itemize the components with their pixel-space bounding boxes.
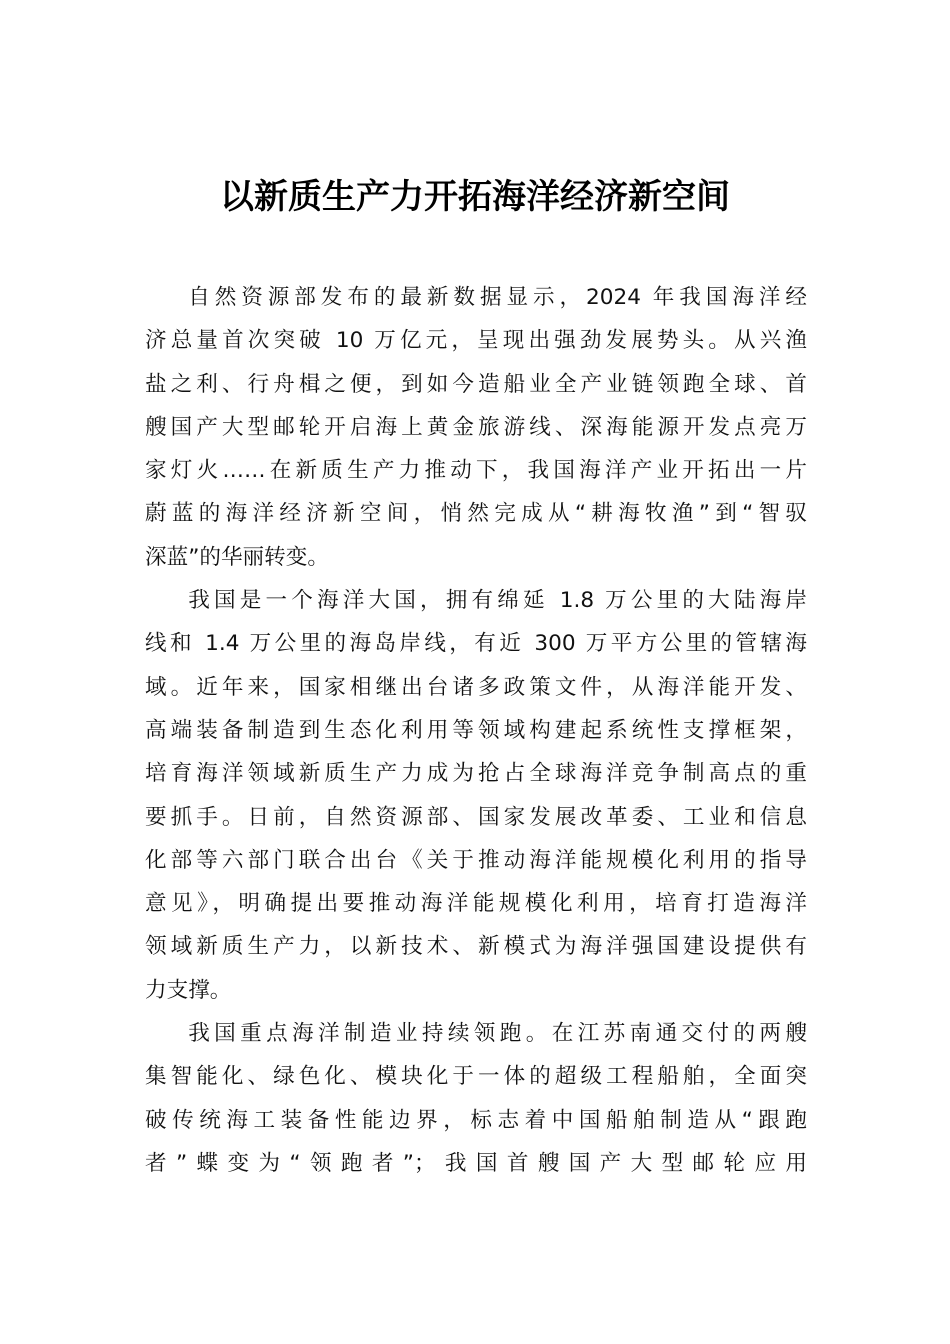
text-line: 意见》，明确提出要推动海洋能规模化利用，培育打造海洋 bbox=[145, 891, 807, 917]
text-line: 高端装备制造到生态化利用等领域构建起系统性支撑框架， bbox=[145, 717, 807, 743]
paragraph-3 bbox=[145, 1012, 807, 1185]
text-line: 者”蝶变为“领跑者”；我国首艘国产大型邮轮应用 bbox=[145, 1150, 807, 1176]
text-line: 我国是一个海洋大国，拥有绵延 1.8 万公里的大陆海岸 bbox=[188, 588, 807, 614]
text-line: 破传统海工装备性能边界，标志着中国船舶制造从“跟跑 bbox=[145, 1107, 807, 1133]
text-line: 盐之利、行舟楫之便，到如今造船业全产业链领跑全球、首 bbox=[145, 371, 807, 397]
text-line: 艘国产大型邮轮开启海上黄金旅游线、深海能源开发点亮万 bbox=[145, 414, 807, 440]
text-line: 化部等六部门联合出台《关于推动海洋能规模化利用的指导 bbox=[145, 847, 807, 873]
text-line: 培育海洋领域新质生产力成为抢占全球海洋竞争制高点的重 bbox=[145, 761, 807, 787]
text-line: 济总量首次突破 10 万亿元，呈现出强劲发展势头。从兴渔 bbox=[145, 328, 807, 354]
text-line: 蔚蓝的海洋经济新空间，悄然完成从“耕海牧渔”到“智驭 bbox=[145, 501, 807, 527]
text-line: 域。近年来，国家相继出台诸多政策文件，从海洋能开发、 bbox=[145, 674, 807, 700]
text-line: 领域新质生产力，以新技术、新模式为海洋强国建设提供有 bbox=[145, 934, 807, 960]
paragraph-1 bbox=[145, 276, 807, 579]
text-line: 深蓝”的华丽转变。 bbox=[145, 544, 329, 570]
document-body bbox=[145, 276, 807, 1185]
text-line: 我国重点海洋制造业持续领跑。在江苏南通交付的两艘 bbox=[188, 1021, 807, 1047]
text-line: 线和 1.4 万公里的海岛岸线，有近 300 万平方公里的管辖海 bbox=[145, 631, 807, 657]
paragraph-2 bbox=[145, 579, 807, 1012]
text-line: 集智能化、绿色化、模块化于一体的超级工程船舶，全面突 bbox=[145, 1064, 807, 1090]
text-line: 要抓手。日前，自然资源部、国家发展改革委、工业和信息 bbox=[145, 804, 807, 830]
text-line: 力支撑。 bbox=[145, 977, 232, 1003]
document-title: 以新质生产力开拓海洋经济新空间 bbox=[220, 177, 730, 217]
text-line: 家灯火……在新质生产力推动下，我国海洋产业开拓出一片 bbox=[145, 458, 807, 484]
text-line: 自然资源部发布的最新数据显示，2024 年我国海洋经 bbox=[188, 285, 807, 310]
